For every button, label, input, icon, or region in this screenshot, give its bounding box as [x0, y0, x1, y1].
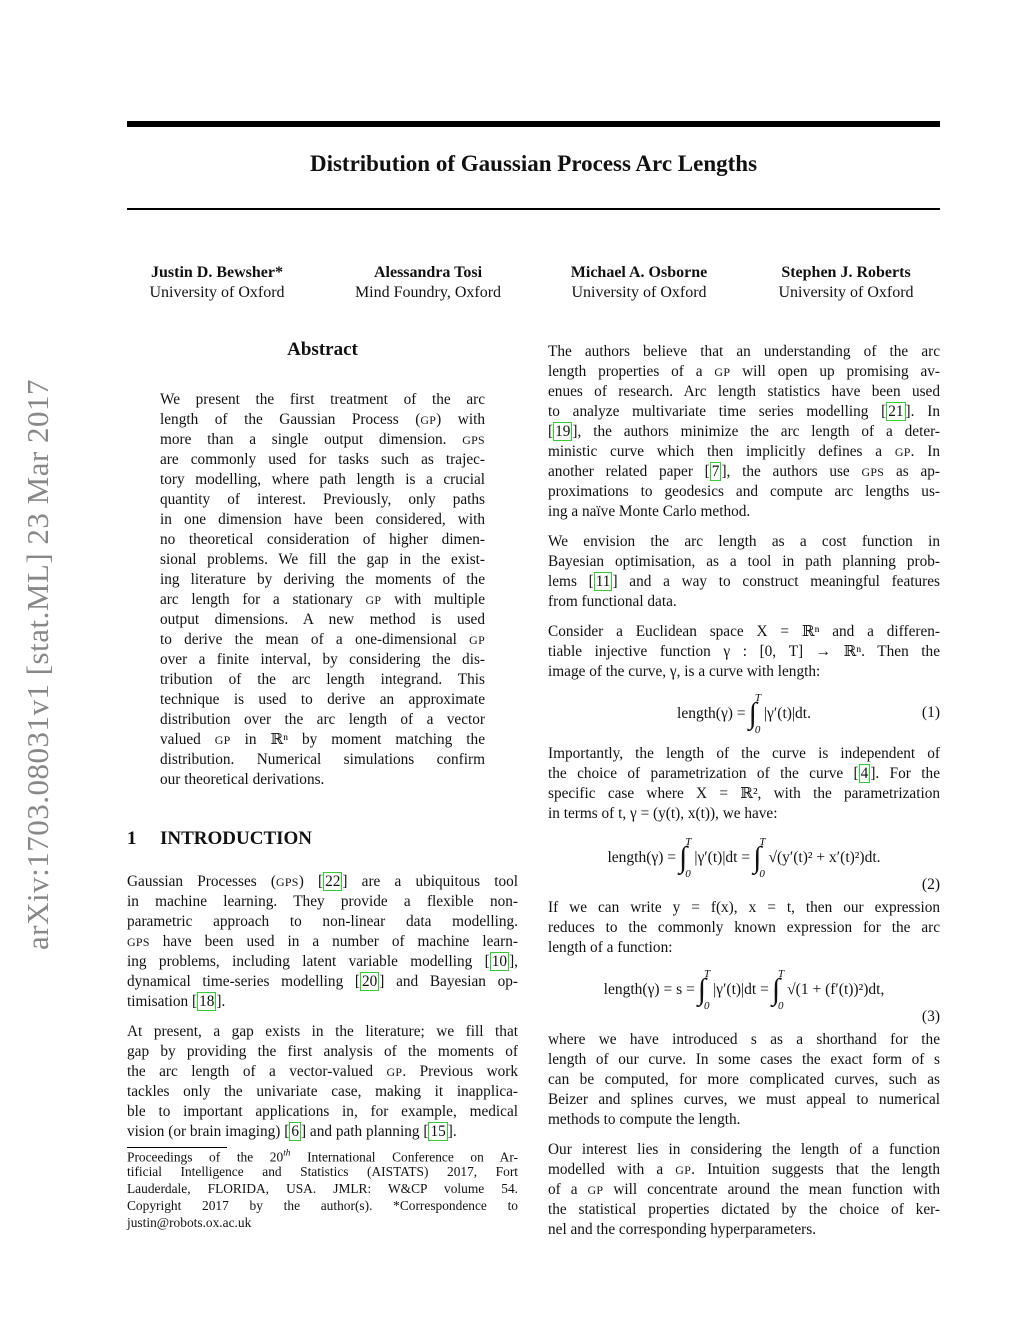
- citation-link[interactable]: 6: [291, 1123, 299, 1140]
- citation[interactable]: [ 21 ]: [881, 403, 911, 420]
- intro-paragraph-2: [127, 1022, 518, 1142]
- text-line: At present, a gap exists in the literature; we fill that: [127, 1023, 518, 1040]
- text-line: the arc length of a vector-valued GP. Previous work: [127, 1063, 519, 1080]
- text-line: distribution over the arc length of a vector: [160, 711, 485, 728]
- text-line: valued GP in ℝⁿ by moment matching the: [160, 731, 485, 748]
- abstract-body: [160, 390, 485, 790]
- text-line: of a GP will concentrate around the mean function with: [548, 1181, 940, 1198]
- arxiv-stamp: arXiv:1703.08031v1 [stat.ML] 23 Mar 2017: [20, 378, 55, 950]
- equation-number: (2): [921, 876, 940, 893]
- text-line: our theoretical derivations.: [160, 771, 325, 788]
- text-line: the choice of parametrization of the curve [ 4 ]. For the: [548, 765, 940, 782]
- text-line: modelled with a GP. Intuition suggests that the length: [548, 1161, 940, 1178]
- right-paragraph-2: [548, 532, 940, 612]
- section-number: 1: [127, 828, 137, 849]
- author-1: [117, 263, 317, 303]
- paper-title: Distribution of Gaussian Process Arc Lengths: [309, 151, 758, 176]
- text-line: lems [ 11 ] and a way to construct meaningful features: [548, 573, 940, 590]
- gp-abbrev: GPS: [127, 935, 150, 949]
- equation-term: √(y′(t)² + x′(t)²)dt.: [768, 849, 881, 866]
- text-line: proximations to geodesics and compute arc lengths us-: [548, 483, 940, 500]
- text-line: over a finite interval, by considering the dis-: [160, 651, 485, 668]
- text-line: Our interest lies in considering the length of a function: [548, 1141, 940, 1158]
- text-line: to analyze multivariate time series modelling [ 21 ]. In: [548, 403, 940, 420]
- equation-term: length(γ) =: [607, 849, 676, 866]
- text-line: GPS have been used in a number of machine learn-: [127, 933, 518, 950]
- text-line: Importantly, the length of the curve is independent of: [548, 745, 940, 762]
- text-line: in one dimension have been considered, with: [160, 511, 485, 528]
- text-line: length properties of a GP will open up promising av-: [548, 363, 940, 380]
- equation-term: |γ′(t)|dt =: [694, 849, 751, 866]
- equation-number: (1): [921, 704, 940, 721]
- gp-abbrev: GP: [365, 593, 382, 607]
- text-line: ing problems, including latent variable modelling [ 10 ],: [127, 953, 518, 970]
- equation-body: [548, 966, 940, 1014]
- right-paragraph-5: [548, 898, 940, 958]
- text-line: tory modelling, where path length is a crucial: [160, 471, 485, 488]
- text-line: tribution of the arc length integrand. This: [160, 671, 485, 688]
- superscript: th: [283, 1149, 291, 1159]
- citation-link[interactable]: 4: [860, 765, 869, 782]
- text-line: quantity of interest. Previously, only paths: [160, 491, 485, 508]
- text-line: vision (or brain imaging) [ 6 ] and path planning [ 15 ].: [127, 1123, 457, 1140]
- text-line: ministic curve which then implicitly defines a GP. In: [548, 443, 940, 460]
- text-line: image of the curve, γ, is a curve with length:: [548, 663, 821, 680]
- text-line: ing a naïve Monte Carlo method.: [548, 503, 751, 520]
- author-name: Michael A. Osborne: [570, 264, 708, 281]
- abstract-heading: Abstract: [287, 339, 358, 360]
- text-line: Copyright 2017 by the author(s). *Correspondence to: [127, 1198, 518, 1213]
- text-line: enues of research. Arc length statistics have been used: [548, 383, 940, 400]
- title-bottom-rule: [127, 208, 940, 210]
- text-line: parametric approach to non-linear data modelling.: [127, 913, 518, 930]
- citation[interactable]: [ 6 ]: [284, 1123, 307, 1140]
- gp-abbrev: GP: [469, 633, 485, 647]
- equation-3: [548, 966, 940, 1025]
- text-line: timisation [ 18 ].: [127, 993, 226, 1010]
- citation[interactable]: [ 19 ]: [548, 423, 578, 440]
- equation-term: length(γ) =: [677, 705, 746, 722]
- right-paragraph-4: [548, 744, 940, 824]
- citation[interactable]: [ 15 ]: [423, 1123, 453, 1140]
- integral-sign: ∫ T 0: [748, 692, 761, 736]
- equation-term: |γ′(t)|dt.: [763, 705, 811, 722]
- author-name: Stephen J. Roberts: [781, 264, 911, 281]
- text-line: dynamical time-series modelling [ 20 ] and Bayesian op-: [127, 973, 518, 990]
- text-line: the statistical properties dictated by the choice of ker-: [548, 1201, 940, 1218]
- text-line: Bayesian optimisation, as a tool in path planning prob-: [548, 553, 940, 570]
- gp-abbrev: GP: [420, 413, 437, 427]
- text-line: from functional data.: [548, 593, 677, 610]
- citation-link[interactable]: 19: [555, 423, 571, 440]
- equation-1: [548, 690, 940, 738]
- section-title: INTRODUCTION: [160, 828, 313, 849]
- gp-abbrev: GP: [714, 365, 731, 379]
- author-affiliation: University of Oxford: [778, 284, 914, 301]
- text-line: Consider a Euclidean space X = ℝⁿ and a differen-: [548, 623, 940, 640]
- gp-abbrev: GP: [214, 733, 231, 747]
- title-top-rule: [127, 121, 940, 127]
- author-affiliation: Mind Foundry, Oxford: [354, 284, 502, 301]
- gp-abbrev: GP: [587, 1183, 604, 1197]
- right-paragraph-3: [548, 622, 940, 682]
- text-line: specific case where X = ℝ², with the parametrization: [548, 785, 940, 802]
- citation[interactable]: [ 18 ]: [192, 993, 222, 1010]
- gp-abbrev: GP: [386, 1065, 403, 1079]
- section-heading: [127, 828, 312, 850]
- intro-paragraph-1: [127, 872, 518, 1012]
- text-line: Proceedings of the 20th International Conference on Ar-: [127, 1149, 519, 1165]
- text-line: in terms of t, γ = (y(t), x(t)), we have:: [548, 805, 778, 822]
- text-line: The authors believe that an understanding of the arc: [548, 343, 940, 360]
- citation-link[interactable]: 22: [325, 873, 341, 890]
- text-line: If we can write y = f(x), x = t, then our expression: [548, 899, 940, 916]
- citation-link[interactable]: 10: [491, 953, 508, 970]
- citation-link[interactable]: 7: [711, 463, 720, 480]
- equation-number: (3): [921, 1008, 940, 1025]
- text-line: Lauderdale, FLORIDA, USA. JMLR: W&CP volume 54.: [127, 1181, 518, 1196]
- citation-link[interactable]: 21: [888, 403, 904, 420]
- equation-body: [548, 834, 940, 882]
- text-line: ble to important applications in, for example, medical: [127, 1103, 518, 1120]
- text-line: more than a single output dimension. GPS: [160, 431, 485, 448]
- author-3: [539, 263, 739, 303]
- text-line: nel and the corresponding hyperparameters.: [548, 1221, 817, 1238]
- right-paragraph-7: [548, 1140, 940, 1240]
- text-line: length of a function:: [548, 939, 673, 956]
- text-line: distribution. Numerical simulations confirm: [160, 751, 485, 768]
- footnote: [127, 1146, 518, 1231]
- text-line: tiable injective function γ : [0, T] → ℝⁿ. Then the: [548, 643, 940, 660]
- citation[interactable]: [ 10 ]: [484, 953, 515, 970]
- right-paragraph-6: [548, 1030, 940, 1130]
- text-line: ing literature by deriving the moments of the: [160, 571, 485, 588]
- text-line: gap by providing the first analysis of the moments of: [127, 1043, 518, 1060]
- citation[interactable]: [ 22 ]: [318, 873, 348, 890]
- equation-body: [548, 690, 940, 738]
- author-2: [328, 263, 528, 303]
- text-line: methods to compute the length.: [548, 1111, 741, 1128]
- text-line: in machine learning. They provide a flexible non-: [127, 893, 518, 910]
- citation[interactable]: [ 4 ]: [853, 765, 876, 782]
- text-line: tificial Intelligence and Statistics (AISTATS) 2017, Fort: [127, 1164, 518, 1179]
- text-line: where we have introduced s as a shorthand for the: [548, 1031, 940, 1048]
- right-paragraph-1: [548, 342, 940, 522]
- citation[interactable]: [ 20 ]: [354, 973, 385, 990]
- equation-2: [548, 834, 940, 893]
- text-line: length of the Gaussian Process (GP) with: [160, 411, 485, 428]
- author-4: [746, 263, 946, 303]
- gp-abbrev: GP: [675, 1163, 692, 1177]
- text-line: Gaussian Processes (GPS) [ 22 ] are a ubiquitous tool: [127, 873, 518, 890]
- equation-term: length(γ) = s =: [603, 981, 695, 998]
- citation[interactable]: [ 7 ]: [704, 463, 727, 480]
- text-line: tackles only the univariate case, making it inapplica-: [127, 1083, 518, 1100]
- integral-sign: ∫ T 0: [679, 836, 692, 880]
- equation-term: √(1 + (f′(t))²)dt,: [787, 981, 885, 998]
- text-line: justin@robots.ox.ac.uk: [127, 1215, 252, 1230]
- citation-link[interactable]: 11: [595, 573, 611, 590]
- author-affiliation: University of Oxford: [571, 284, 707, 301]
- gp-abbrev: GPS: [861, 465, 885, 479]
- citation-link[interactable]: 20: [362, 973, 378, 990]
- author-name: Justin D. Bewsher*: [150, 264, 283, 281]
- text-line: are commonly used for tasks such as trajec-: [160, 451, 485, 468]
- citation[interactable]: [ 11 ]: [588, 573, 618, 590]
- text-line: [ 19 ], the authors minimize the arc length of a deter-: [548, 423, 940, 440]
- text-line: to derive the mean of a one-dimensional GP: [160, 631, 485, 648]
- text-line: can be computed, for more complicated curves, such as: [548, 1071, 940, 1088]
- citation-link[interactable]: 15: [430, 1123, 446, 1140]
- text-line: reduces to the commonly known expression for the arc: [548, 919, 940, 936]
- integral-sign: ∫ T 0: [697, 968, 711, 1012]
- text-line: We envision the arc length as a cost function in: [548, 533, 940, 550]
- citation-link[interactable]: 18: [199, 993, 215, 1010]
- text-line: sional problems. We fill the gap in the exist-: [160, 551, 485, 568]
- text-line: another related paper [ 7 ], the authors use GPS as ap-: [548, 463, 940, 480]
- integral-sign: ∫ T 0: [753, 836, 766, 880]
- author-name: Alessandra Tosi: [373, 264, 483, 281]
- gp-abbrev: GP: [894, 445, 911, 459]
- gp-abbrev: GPS: [462, 433, 485, 447]
- text-line: arc length for a stationary GP with multiple: [160, 591, 485, 608]
- text-line: Beizer and splines curves, we must appeal to numerical: [548, 1091, 940, 1108]
- text-line: length of our curve. In some cases the exact form of s: [548, 1051, 940, 1068]
- integral-sign: ∫ T 0: [771, 968, 785, 1012]
- text-line: output dimensions. A new method is used: [160, 611, 485, 628]
- text-line: technique is used to derive an approximate: [160, 691, 485, 708]
- gp-abbrev: GPS: [275, 875, 299, 889]
- author-affiliation: University of Oxford: [149, 284, 285, 301]
- equation-term: |γ′(t)|dt =: [713, 981, 769, 998]
- text-line: We present the first treatment of the arc: [160, 391, 485, 408]
- text-line: no theoretical consideration of higher dimen-: [160, 531, 485, 548]
